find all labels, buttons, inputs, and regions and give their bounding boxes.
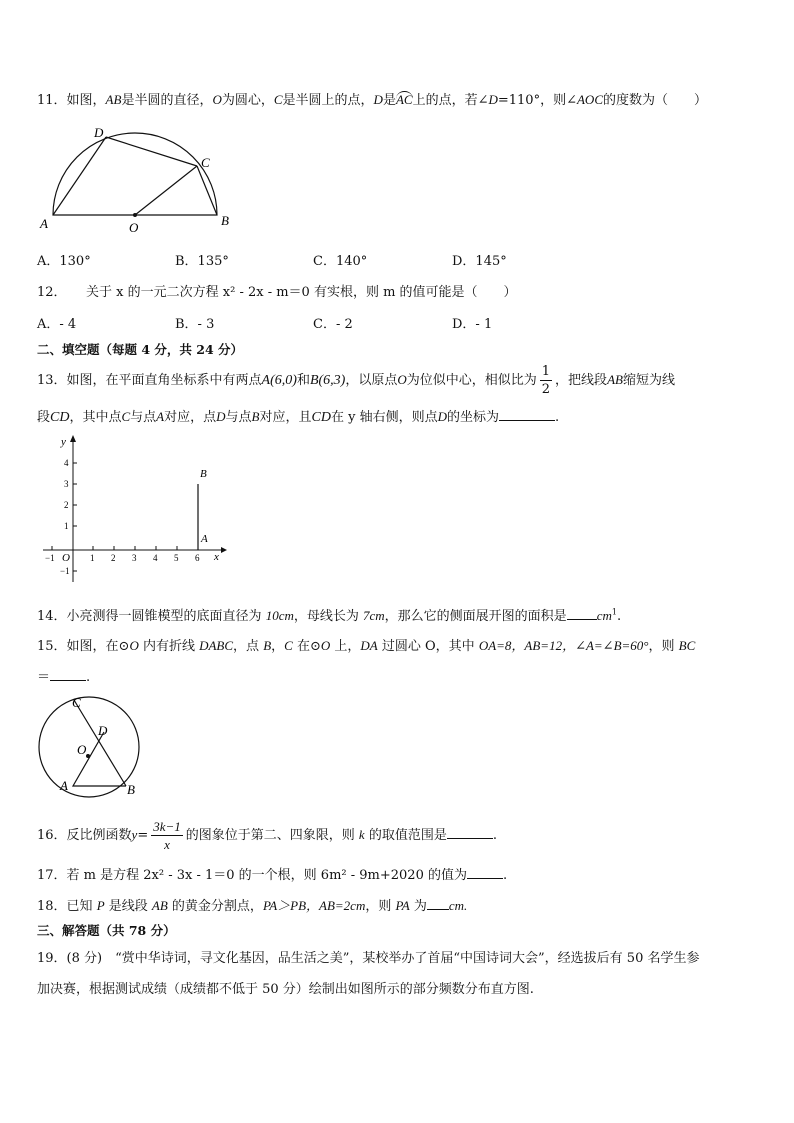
q16-stem: 16．反比例函数y= $\frac{3k-1}{x}$ 的图象位于第二、四象限，则 k 的取值范围是 . bbox=[37, 819, 497, 852]
q15-answer-blank[interactable] bbox=[50, 666, 86, 681]
x-axis-arrow-icon bbox=[221, 547, 227, 553]
segment-oc bbox=[135, 166, 197, 215]
q12-option-b[interactable]: B．- 3 bbox=[175, 317, 215, 332]
q16-fraction: $\frac{3k-1}{x}$ bbox=[153, 819, 181, 852]
segment-dc bbox=[106, 137, 197, 166]
svg-text:1: 1 bbox=[64, 521, 69, 531]
q13-line-2: 段CD，其中点C与点A对应，点D与点B对应，且CD在 y 轴右侧，则点D的坐标为 . bbox=[37, 406, 559, 426]
svg-text:2: 2 bbox=[64, 500, 69, 510]
label-o: O bbox=[129, 220, 139, 234]
q15-circle-figure bbox=[34, 690, 146, 802]
svg-text:1: 1 bbox=[90, 553, 95, 563]
arc-ac: AC bbox=[395, 92, 413, 107]
svg-text:−1: −1 bbox=[60, 566, 70, 576]
q18-answer-blank[interactable] bbox=[427, 895, 449, 910]
q11-option-d[interactable]: D．145° bbox=[452, 254, 507, 269]
section-2-heading: 二、填空题（每题 4 分，共 24 分） bbox=[37, 342, 244, 357]
label-a: A bbox=[40, 216, 48, 231]
q13-coordinate-graph bbox=[38, 432, 228, 584]
point-b-label: B bbox=[200, 468, 207, 480]
label-d: D bbox=[98, 723, 108, 738]
label-b: B bbox=[221, 213, 229, 228]
label-b: B bbox=[127, 782, 135, 797]
q19-line-1: 19．(8 分) “赏中华诗词，寻文化基因，品生活之美”，某校举办了首届“中国诗词大会”，经选拔后有 50 名学生参 bbox=[37, 951, 700, 966]
label-c: C bbox=[201, 155, 210, 170]
svg-text:5: 5 bbox=[174, 553, 179, 563]
svg-text:3: 3 bbox=[64, 479, 69, 489]
q13-answer-blank[interactable] bbox=[499, 406, 555, 421]
section-3-heading: 三、解答题（共 78 分） bbox=[37, 923, 176, 938]
q18-stem: 18．已知 P 是线段 AB 的黄金分割点，PA＞PB，AB=2cm，则 PA 为 cm. bbox=[37, 895, 467, 914]
q17-answer-blank[interactable] bbox=[467, 864, 503, 879]
q11-stem: 11．如图，AB是半圆的直径，O为圆心，C是半圆上的点，D是AC上的点，若∠D=110°，则∠AOC的度数为（ ） bbox=[37, 92, 707, 108]
q19-line-2: 加决赛，根据测试成绩（成绩都不低于 50 分）绘制出如图所示的部分频数分布直方图. bbox=[37, 982, 534, 997]
q12-option-a[interactable]: A．- 4 bbox=[37, 317, 77, 332]
x-axis-label: x bbox=[214, 551, 219, 563]
q13-line-1: 13．如图，在平面直角坐标系中有两点A(6,0)和B(6,3)，以原点O为位似中心，相似比为 $\frac{1}{2}$ ，把线段AB缩短为线 bbox=[37, 364, 675, 397]
origin-label: O bbox=[62, 552, 70, 564]
q15-line-2: ＝ . bbox=[37, 666, 90, 685]
q11-option-a[interactable]: A．130° bbox=[37, 254, 91, 269]
q12-option-d[interactable]: D．- 1 bbox=[452, 317, 493, 332]
q17-stem: 17．若 m 是方程 2x² - 3x - 1＝0 的一个根，则 6m² - 9m+2020 的值为 . bbox=[37, 864, 507, 883]
label-o: O bbox=[77, 742, 87, 757]
label-c: C bbox=[72, 695, 81, 710]
center-point bbox=[133, 213, 137, 217]
q14-stem: 14．小亮测得一圆锥模型的底面直径为 10cm，母线长为 7cm，那么它的侧面展开图的面积是 $cm^1$. bbox=[37, 605, 621, 624]
segment-ad bbox=[53, 137, 106, 215]
svg-text:−1: −1 bbox=[45, 553, 55, 563]
svg-text:4: 4 bbox=[153, 553, 158, 563]
q16-answer-blank[interactable] bbox=[447, 824, 493, 839]
svg-text:4: 4 bbox=[64, 458, 69, 468]
label-a: A bbox=[60, 778, 68, 793]
svg-text:2: 2 bbox=[111, 553, 116, 563]
y-axis-label: y bbox=[61, 436, 66, 448]
q12-option-c[interactable]: C．- 2 bbox=[313, 317, 353, 332]
y-axis-arrow-icon bbox=[70, 435, 76, 442]
q11-semicircle-figure bbox=[30, 122, 240, 234]
semicircle bbox=[53, 133, 217, 215]
svg-text:6: 6 bbox=[195, 553, 200, 563]
q14-answer-blank[interactable] bbox=[567, 605, 597, 620]
q11-option-c[interactable]: C．140° bbox=[313, 254, 368, 269]
ratio-fraction: $\frac{1}{2}$ bbox=[541, 364, 551, 397]
q12-stem: 12． 关于 x 的一元二次方程 x² - 2x - m＝0 有实根，则 m 的值可能是（ ） bbox=[37, 285, 517, 300]
center-point bbox=[86, 754, 90, 758]
point-a-label: A bbox=[201, 533, 208, 545]
svg-text:3: 3 bbox=[132, 553, 137, 563]
q15-line-1: 15．如图，在⊙O 内有折线 DABC，点 B，C 在⊙O 上，DA 过圆心 O，其中 OA=8，AB=12，∠A=∠B=60°，则 BC bbox=[37, 638, 696, 654]
segment-cb bbox=[197, 166, 217, 215]
label-d: D bbox=[94, 125, 104, 140]
segment-dab bbox=[73, 732, 126, 786]
q11-option-b[interactable]: B．135° bbox=[175, 254, 229, 269]
